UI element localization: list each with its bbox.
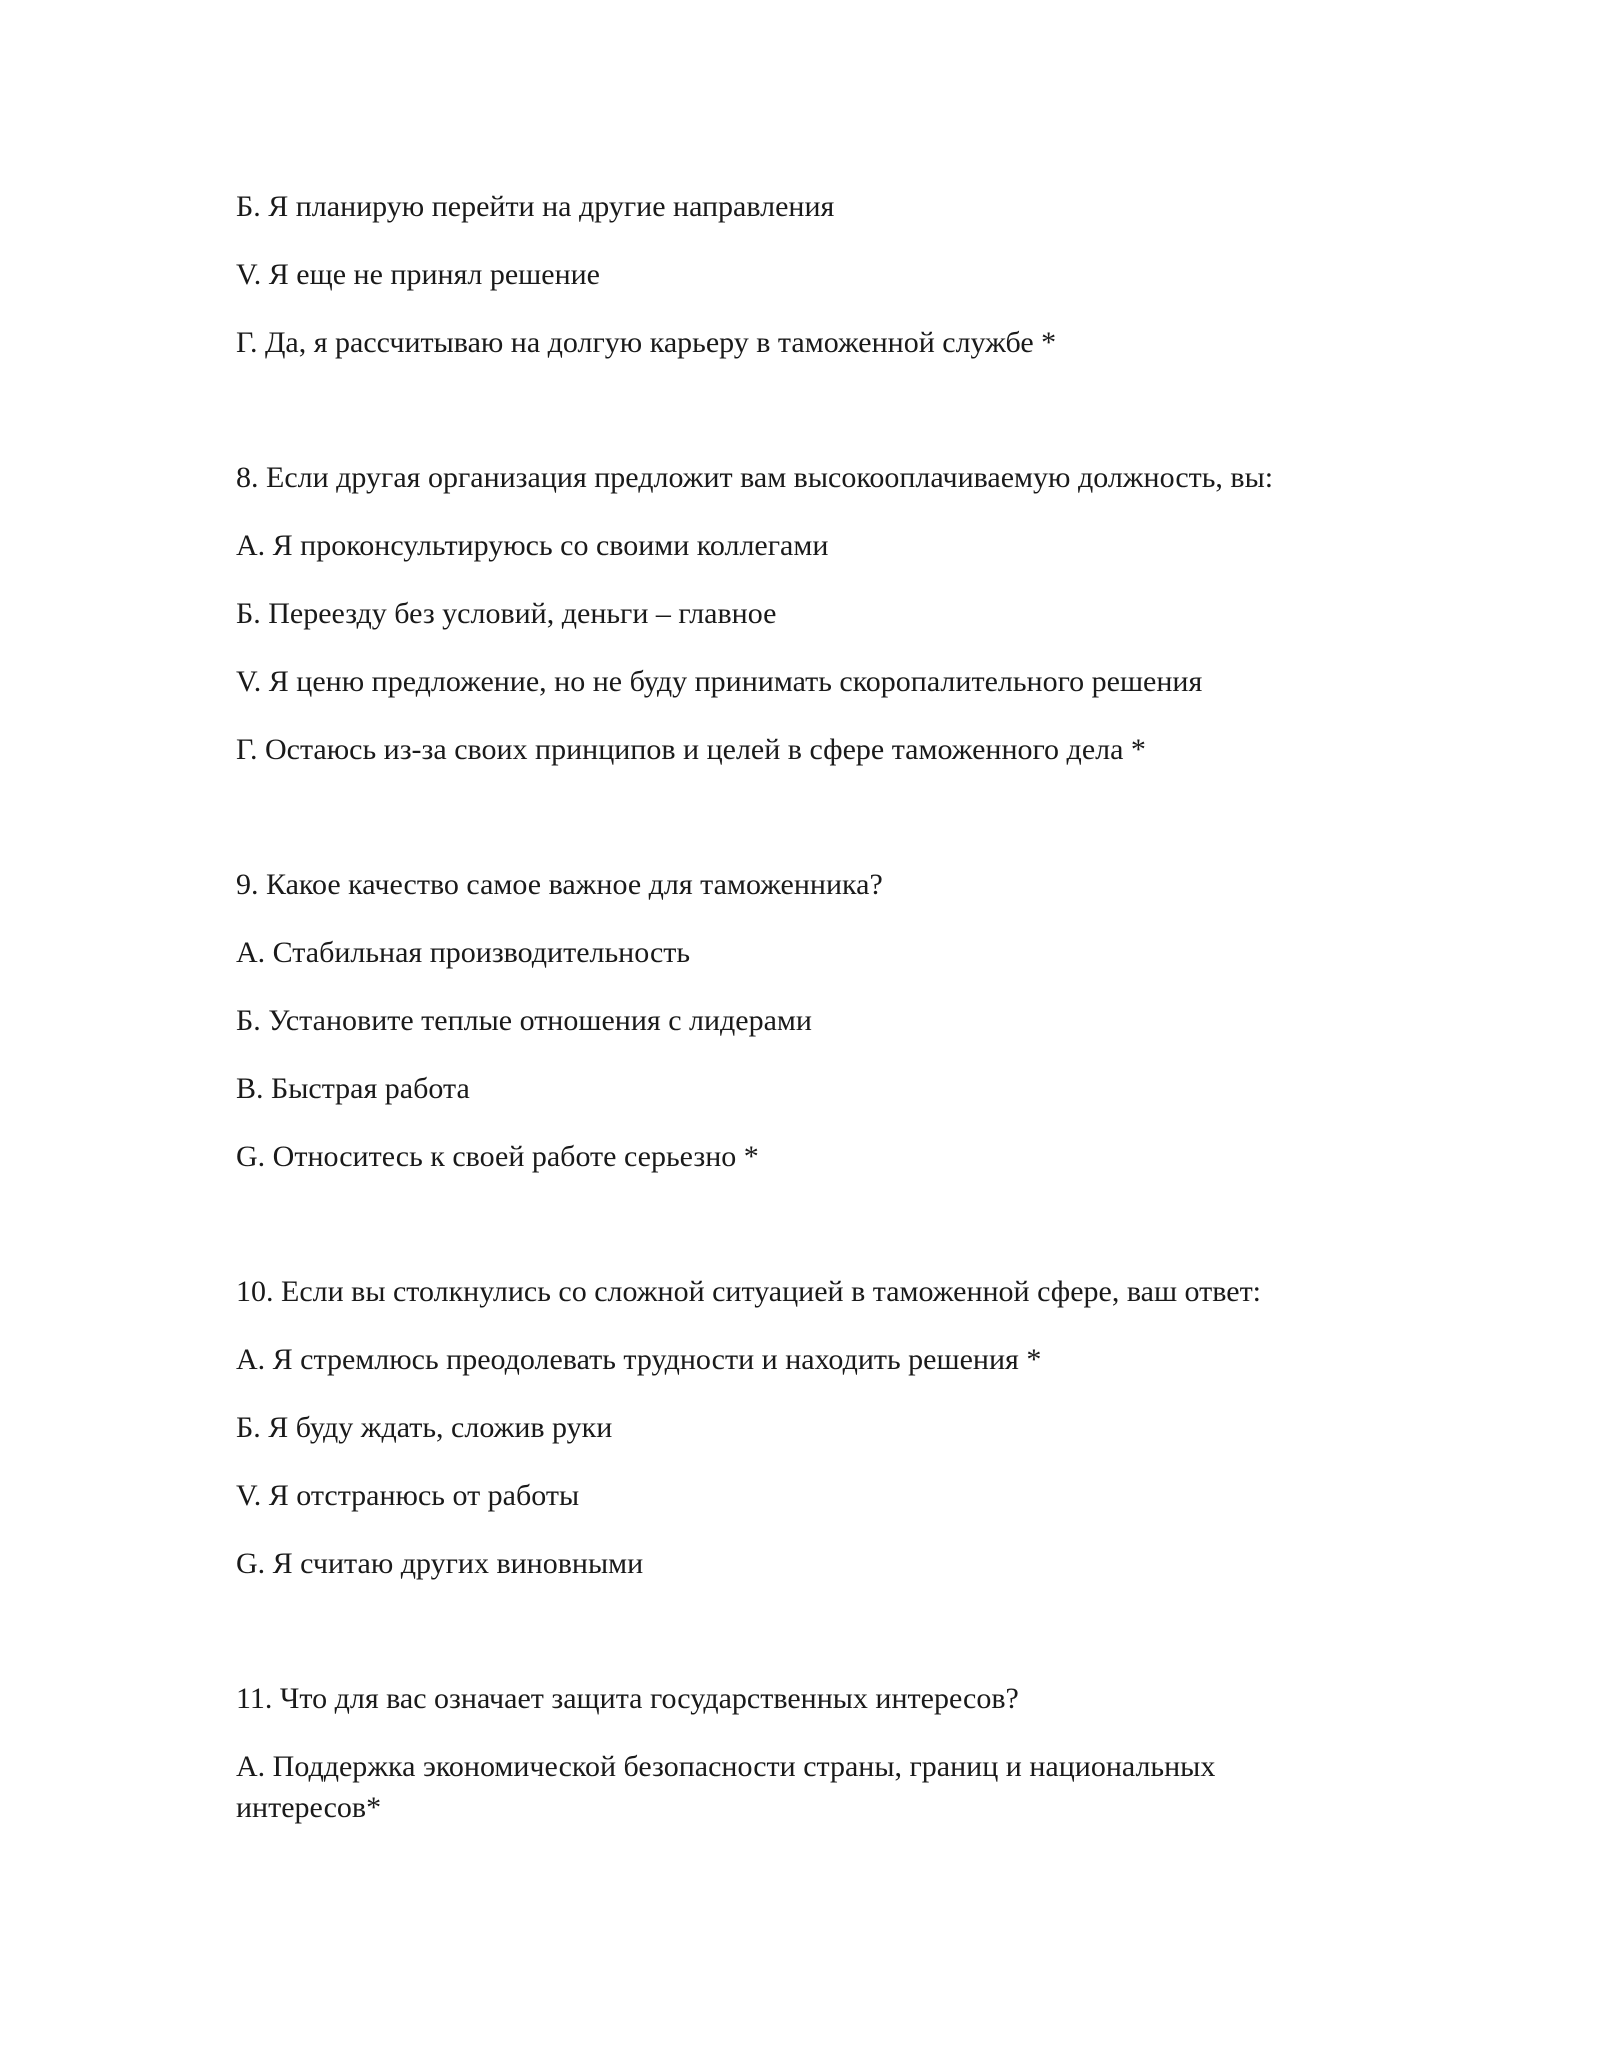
spacer bbox=[236, 1204, 1386, 1271]
answer-option: Б. Установите теплые отношения с лидерами bbox=[236, 1004, 812, 1037]
answer-option: V. Я ценю предложение, но не буду принимать скоропалительного решения bbox=[236, 665, 1203, 698]
answer-option: А. Стабильная производительность bbox=[236, 936, 691, 969]
spacer bbox=[236, 1611, 1386, 1678]
question-text: 8. Если другая организация предложит вам высокооплачиваемую должность, вы: bbox=[236, 461, 1274, 494]
question-9 bbox=[236, 864, 1386, 1177]
answer-option: Б. Переезду без условий, деньги – главное bbox=[236, 597, 777, 630]
answer-option: А. Я стремлюсь преодолевать трудности и находить решения * bbox=[236, 1343, 1042, 1376]
question-7-continued bbox=[236, 186, 1386, 363]
answer-option: V. Я еще не принял решение bbox=[236, 258, 600, 291]
question-text: 9. Какое качество самое важное для таможенника? bbox=[236, 868, 883, 901]
answer-option: V. Я отстранюсь от работы bbox=[236, 1479, 580, 1512]
answer-option: Г. Остаюсь из-за своих принципов и целей в сфере таможенного дела * bbox=[236, 733, 1146, 766]
answer-option: Б. Я буду ждать, сложив руки bbox=[236, 1411, 613, 1444]
answer-option: Г. Да, я рассчитываю на долгую карьеру в таможенной службе * bbox=[236, 326, 1057, 359]
answer-option: А. Я проконсультируюсь со своими коллегами bbox=[236, 529, 829, 562]
document-content bbox=[236, 186, 1386, 1855]
answer-option: G. Относитесь к своей работе серьезно * bbox=[236, 1140, 759, 1173]
question-text: 10. Если вы столкнулись со сложной ситуацией в таможенной сфере, ваш ответ: bbox=[236, 1275, 1262, 1308]
question-text: 11. Что для вас означает защита государственных интересов? bbox=[236, 1682, 1019, 1715]
spacer bbox=[236, 390, 1386, 457]
question-10 bbox=[236, 1271, 1386, 1584]
question-8 bbox=[236, 457, 1386, 770]
question-11 bbox=[236, 1678, 1386, 1828]
answer-option: G. Я считаю других виновными bbox=[236, 1547, 644, 1580]
spacer bbox=[236, 797, 1386, 864]
answer-option: Б. Я планирую перейти на другие направления bbox=[236, 190, 835, 223]
answer-option: В. Быстрая работа bbox=[236, 1072, 470, 1105]
answer-option: А. Поддержка экономической безопасности страны, границ и национальных интересов* bbox=[236, 1750, 1216, 1824]
